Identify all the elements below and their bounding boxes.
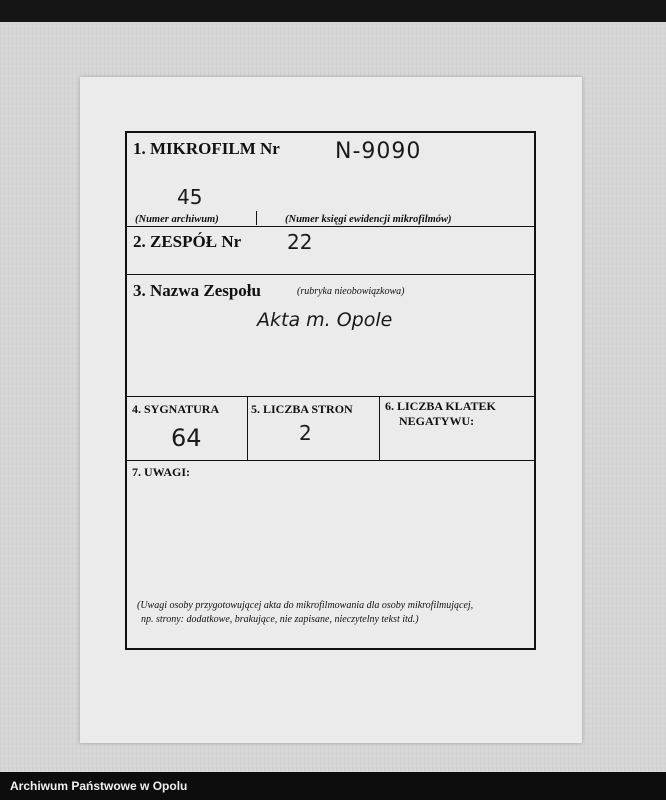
label-divider xyxy=(256,211,257,225)
negative-frames-label: 6. LICZBA KLATEK xyxy=(385,399,496,413)
page-count-value: 2 xyxy=(299,421,312,445)
row-divider xyxy=(127,226,534,227)
zespol-name-note: (rubryka nieobowiązkowa) xyxy=(297,286,405,297)
column-divider xyxy=(379,396,380,460)
sygnatura-value: 64 xyxy=(171,424,202,452)
microfilm-number-value: N-9090 xyxy=(335,139,422,164)
zespol-number-value: 22 xyxy=(287,230,313,254)
footer-bar xyxy=(0,772,666,800)
zespol-number-label: 2. ZESPÓŁ Nr xyxy=(133,232,242,251)
page-count-label: 5. LICZBA STRON xyxy=(251,402,353,416)
zespol-name-value: Akta m. Opole xyxy=(257,309,393,331)
row-divider xyxy=(127,396,534,397)
remarks-label: 7. UWAGI: xyxy=(132,465,191,479)
remarks-note-line-2: np. strony: dodatkowe, brakujące, nie zapisane, nieczytelny tekst itd.) xyxy=(141,614,419,625)
microfilm-form xyxy=(125,131,536,650)
zespol-name-label: 3. Nazwa Zespołu xyxy=(133,281,261,300)
row-divider xyxy=(127,460,534,461)
remarks-note-line-1: (Uwagi osoby przygotowującej akta do mikrofilmowania dla osoby mikrofilmującej, xyxy=(137,600,474,611)
archive-number-value: 45 xyxy=(177,185,203,209)
microfilm-number-label: 1. MIKROFILM Nr xyxy=(133,139,280,158)
archive-institution-name: Archiwum Państwowe w Opolu xyxy=(10,779,188,793)
register-number-label: (Numer księgi ewidencji mikrofilmów) xyxy=(285,214,452,225)
negative-frames-label-2: NEGATYWU: xyxy=(399,414,475,428)
row-divider xyxy=(127,274,534,275)
sygnatura-label: 4. SYGNATURA xyxy=(132,402,220,416)
archive-number-label: (Numer archiwum) xyxy=(135,214,219,225)
column-divider xyxy=(247,396,248,460)
